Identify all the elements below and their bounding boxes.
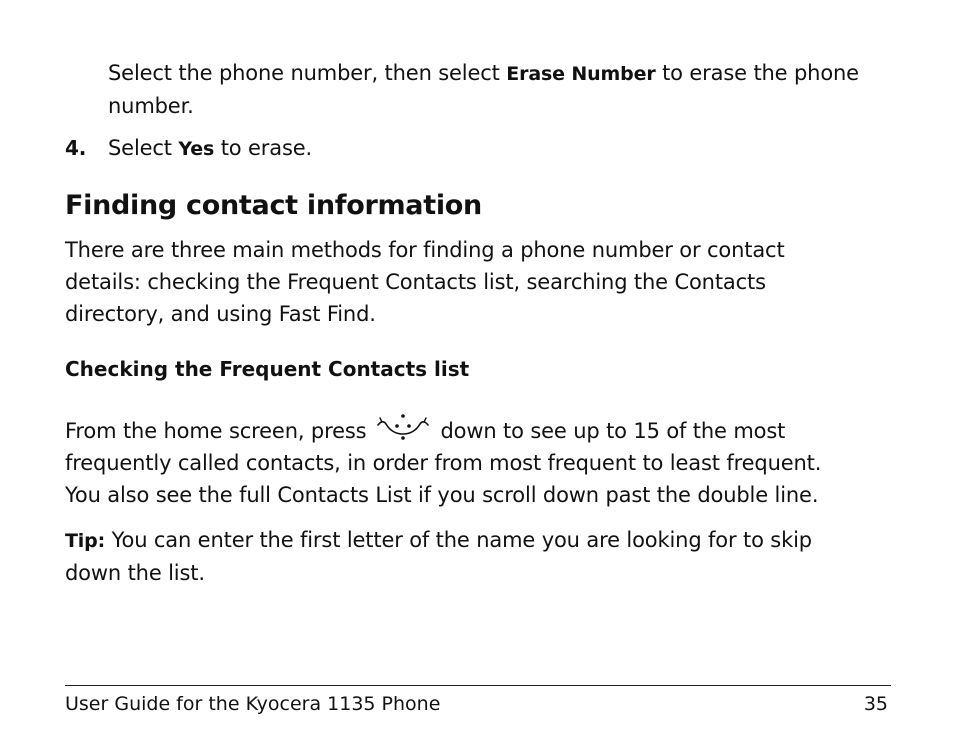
navigation-key-icon — [372, 412, 434, 442]
step-3-continuation — [108, 57, 908, 122]
frequent-line-2: frequently called contacts, in order from most frequent to least frequent. — [65, 451, 822, 475]
subsection-heading: Checking the Frequent Contacts list — [65, 357, 470, 381]
step-3-text-before: Select the phone number, then select — [108, 61, 507, 85]
yes-option: Yes — [178, 138, 215, 160]
step-4-text-after: to erase. — [214, 136, 313, 160]
tip-text-1: You can enter the first letter of the name you are looking for to skip — [105, 528, 812, 552]
footer-title: User Guide for the Kyocera 1135 Phone — [65, 693, 441, 715]
frequent-line-1 — [65, 412, 925, 447]
step-4-text-before: Select — [108, 136, 179, 160]
tip-paragraph — [65, 524, 925, 589]
erase-number-option: Erase Number — [506, 63, 656, 85]
tip-line-1 — [65, 524, 925, 557]
step-3-text-after: to erase the phone — [655, 61, 859, 85]
intro-line-2: details: checking the Frequent Contacts list, searching the Contacts — [65, 270, 766, 294]
intro-line-1: There are three main methods for finding a phone number or contact — [65, 238, 785, 262]
step-4 — [65, 132, 885, 165]
frequent-line-3: You also see the full Contacts List if you scroll down past the double line. — [65, 483, 819, 507]
footer-divider — [65, 685, 891, 686]
step-4-number: 4. — [65, 136, 87, 160]
frequent-contacts-paragraph — [65, 412, 925, 511]
tip-label: Tip: — [65, 530, 106, 552]
step-3-line-1 — [108, 57, 908, 90]
intro-line-3: directory, and using Fast Find. — [65, 302, 376, 326]
page-number: 35 — [863, 693, 888, 715]
intro-paragraph — [65, 234, 915, 330]
step-3-line-2: number. — [108, 94, 194, 118]
tip-line-2: down the list. — [65, 561, 205, 585]
frequent-text-before-icon: From the home screen, press — [65, 419, 367, 443]
frequent-text-after-icon: down to see up to 15 of the most — [440, 419, 786, 443]
section-heading: Finding contact information — [65, 190, 482, 221]
